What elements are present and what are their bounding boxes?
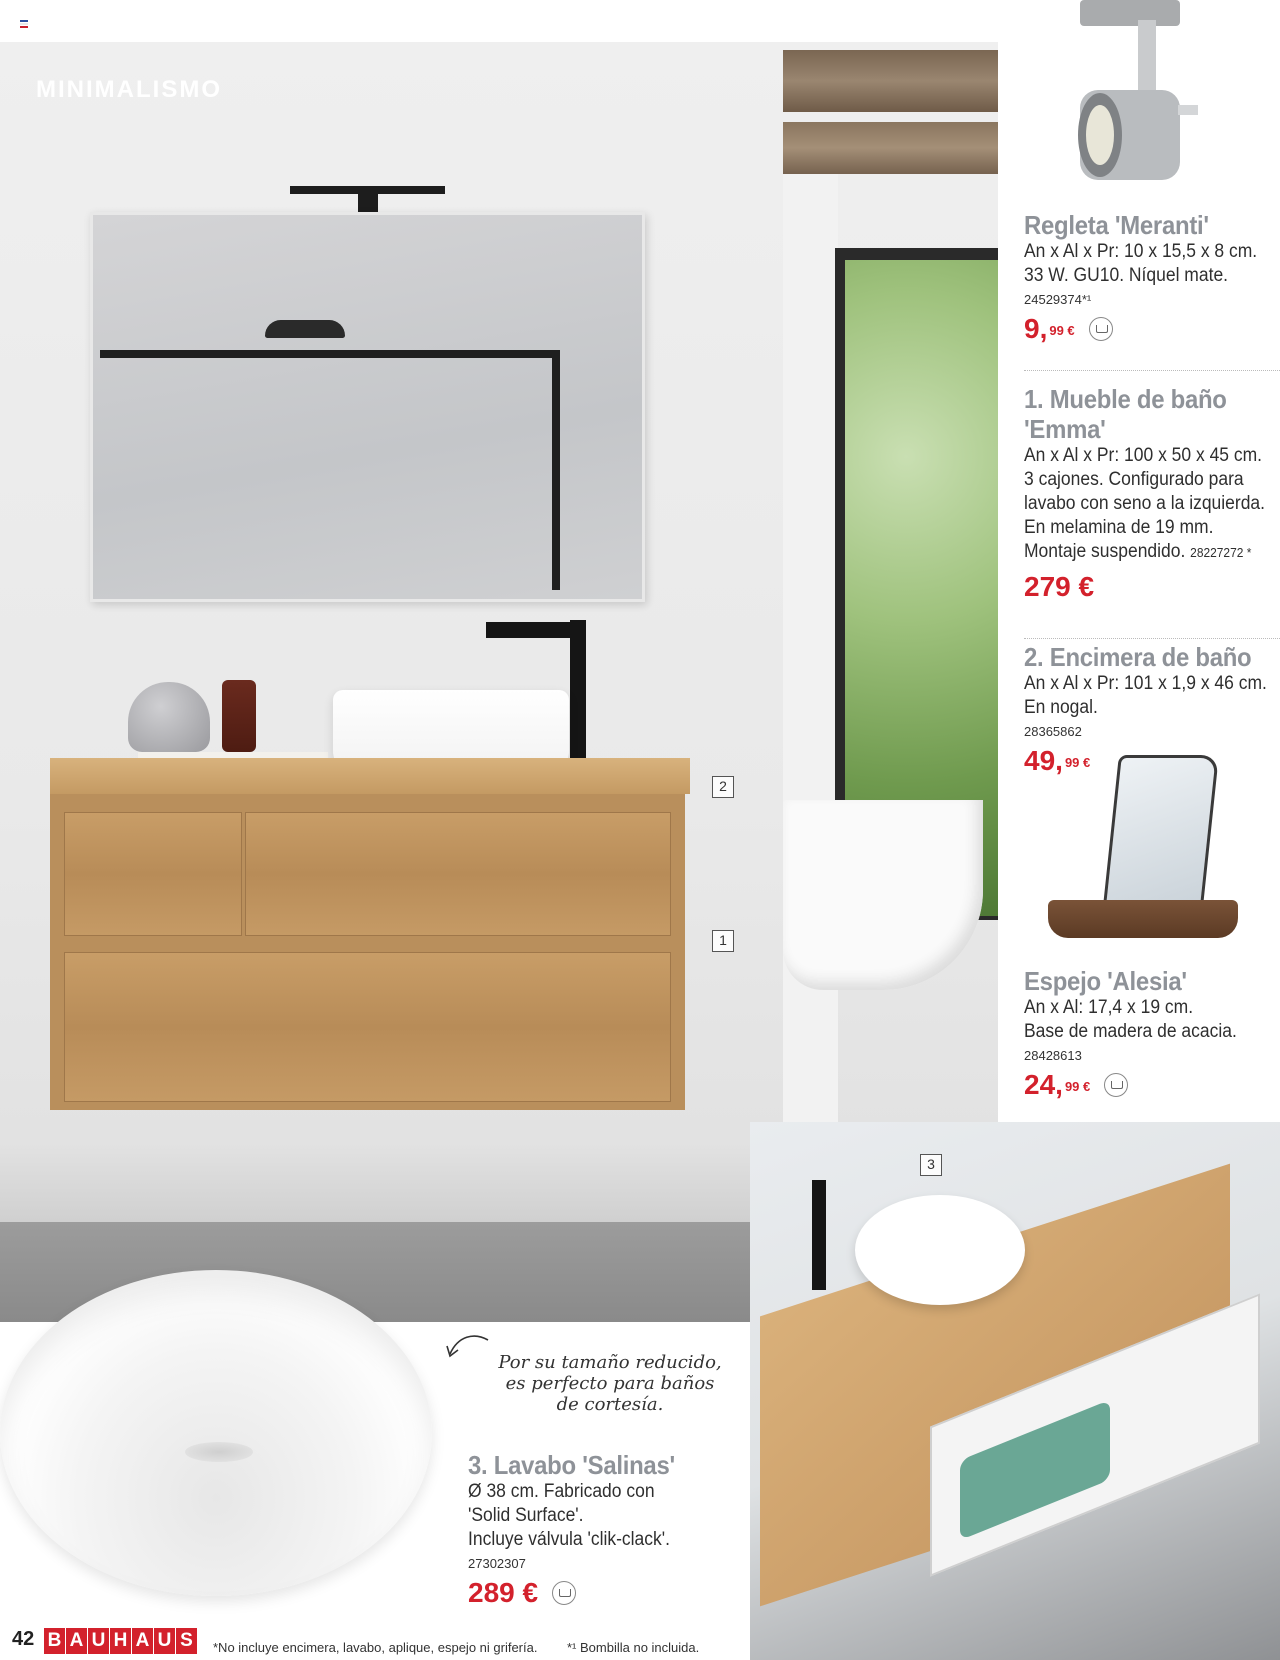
ceiling-beam (783, 122, 998, 174)
logo-letter: A (132, 1628, 153, 1654)
vanity-drawer (64, 952, 671, 1102)
product-description: En melamina de 19 mm. (1024, 517, 1214, 538)
curved-arrow-icon (446, 1332, 490, 1362)
ceiling-beam (783, 50, 998, 112)
faucet (570, 620, 586, 762)
vanity-drawer (245, 812, 671, 936)
handwritten-note (496, 1352, 724, 1415)
basin-drain (185, 1442, 253, 1462)
shopping-cart-icon[interactable] (1089, 317, 1113, 341)
product-title: 3. Lavabo 'Salinas' (468, 1450, 675, 1480)
callout-number-1: 1 (712, 930, 734, 952)
product-price (468, 1577, 748, 1609)
divider (1024, 370, 1280, 371)
product-price (1024, 571, 1280, 603)
product-article-number: 24529374*¹ (1024, 292, 1092, 307)
shower-head-reflection (265, 320, 345, 338)
product-title-line2: 'Emma' (1024, 414, 1106, 444)
page-number: 42 (12, 1628, 35, 1650)
lavabo-salinas-image (0, 1270, 432, 1596)
shower-bar-reflection (100, 350, 560, 358)
product-description-text: Montaje suspendido. (1024, 541, 1186, 562)
wall-mirror (90, 212, 645, 602)
product-price (1024, 313, 1280, 347)
shopping-cart-icon[interactable] (1104, 1073, 1128, 1097)
note-line: de cortesía. (556, 1394, 664, 1415)
logo-letter: B (44, 1628, 65, 1654)
espejo-alesia-base (1048, 900, 1238, 938)
product-description: An x Al x Pr: 101 x 1,9 x 46 cm. (1024, 673, 1267, 694)
callout-number-3: 3 (920, 1154, 942, 1176)
callout-number-2: 2 (712, 776, 734, 798)
footnote-left: *No incluye encimera, lavabo, aplique, espejo ni grifería. (213, 1640, 538, 1655)
mirror-lamp (290, 186, 445, 194)
logo-letter: S (176, 1628, 197, 1654)
product-article-number: 28428613 (1024, 1048, 1082, 1063)
price-integer: 289 € (468, 1577, 539, 1608)
sink-bowl (855, 1195, 1025, 1305)
product-description: An x Al x Pr: 100 x 50 x 45 cm. (1024, 445, 1263, 466)
mirror-lamp-mount (358, 194, 378, 214)
section-title: MINIMALISMO (36, 76, 222, 103)
product-lavabo-salinas (468, 1450, 748, 1609)
price-integer: 9, (1024, 313, 1048, 344)
product-article-number: 28227272 * (1190, 545, 1252, 560)
price-decimal: 99 € (1064, 755, 1091, 770)
product-description: Ø 38 cm. Fabricado con (468, 1481, 655, 1502)
vanity-countertop (50, 758, 690, 794)
product-title: Regleta 'Meranti' (1024, 210, 1209, 240)
product-title: Espejo 'Alesia' (1024, 966, 1187, 996)
product-regleta-meranti (1024, 210, 1280, 347)
product-description (1024, 540, 1265, 565)
note-line: es perfecto para baños (505, 1373, 715, 1394)
faucet (812, 1180, 826, 1290)
product-mueble-emma (1024, 384, 1280, 603)
soap-bottle (222, 680, 256, 752)
product-espejo-alesia (1024, 966, 1280, 1103)
divider (1024, 638, 1280, 639)
vanity-drawer (64, 812, 242, 936)
spotlight-image (1060, 0, 1200, 195)
diffuser-vase (128, 682, 210, 752)
price-decimal: 99 € (1049, 323, 1075, 338)
note-line: Por su tamaño reducido, (498, 1352, 722, 1373)
faucet-spout (486, 622, 586, 638)
product-description: Incluye válvula 'clik-clack'. (468, 1529, 670, 1550)
bauhaus-logo (44, 1628, 197, 1654)
price-decimal: 99 € (1064, 1079, 1091, 1094)
product-title: 2. Encimera de baño (1024, 642, 1252, 672)
price-integer: 279 € (1024, 571, 1095, 602)
footnote-right: *¹ Bombilla no incluida. (567, 1640, 700, 1655)
product-article-number: 28365862 (1024, 724, 1082, 739)
logo-letter: U (154, 1628, 175, 1654)
shopping-cart-icon[interactable] (552, 1581, 576, 1605)
product-description: En nogal. (1024, 697, 1098, 718)
product-price (1024, 1069, 1280, 1103)
product-description: An x Al: 17,4 x 19 cm. (1024, 997, 1194, 1018)
shower-bar-reflection (552, 350, 560, 590)
product-title: 1. Mueble de baño (1024, 384, 1227, 414)
product-description: An x Al x Pr: 10 x 15,5 x 8 cm. (1024, 241, 1258, 262)
product-description: 3 cajones. Configurado para (1024, 469, 1244, 490)
product-description: 'Solid Surface'. (468, 1505, 584, 1526)
logo-letter: H (110, 1628, 131, 1654)
product-description: Base de madera de acacia. (1024, 1021, 1237, 1042)
price-integer: 49, (1024, 745, 1063, 776)
logo-letter: A (66, 1628, 87, 1654)
product-article-number: 27302307 (468, 1556, 526, 1571)
price-integer: 24, (1024, 1069, 1063, 1100)
product-description: lavabo con seno a la izquierda. (1024, 493, 1266, 514)
logo-letter: U (88, 1628, 109, 1654)
product-description: 33 W. GU10. Níquel mate. (1024, 265, 1229, 286)
language-flag-icon (20, 20, 28, 27)
